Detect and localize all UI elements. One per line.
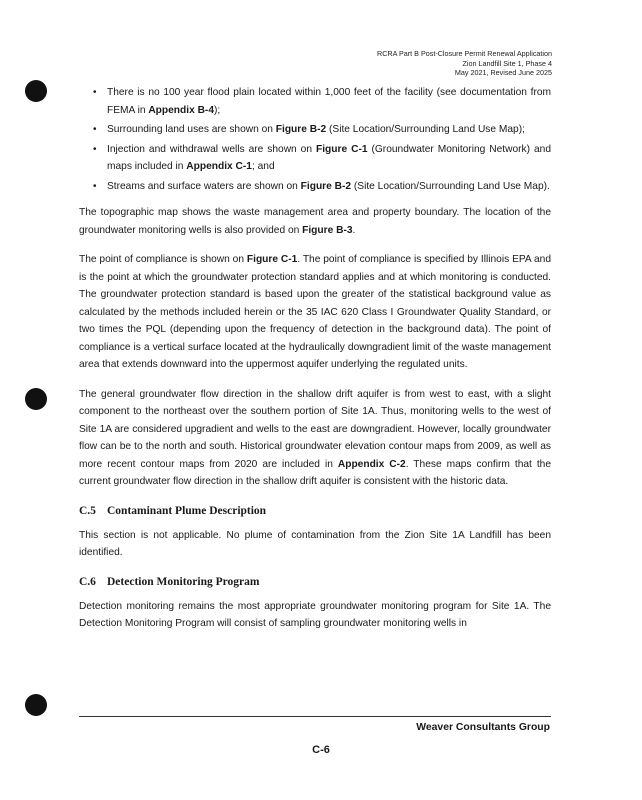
paragraph-reference: Figure C-1 (246, 254, 298, 265)
binder-hole-top (25, 80, 47, 102)
bullet-text: (Site Location/Surrounding Land Use Map). (351, 180, 550, 192)
section-title: Contaminant Plume Description (107, 504, 267, 517)
paragraph-groundwater-flow (79, 386, 551, 491)
header-line-2: Zion Landfill Site 1, Phase 4 (462, 58, 552, 68)
paragraph-text: The point of compliance is shown on (79, 254, 247, 265)
bullet-text: Surrounding land uses are shown on (107, 124, 276, 135)
paragraph-detection-monitoring: Detection monitoring remains the most appropriate groundwater monitoring program for Site 1A. The Detection Monitoring Program will consist of sampling groundwater monitoring wells in (79, 600, 551, 629)
section-number: C.5 (79, 504, 96, 517)
paragraph-contaminant-plume: This section is not applicable. No plume of contamination from the Zion Site 1A Landfill has been identified. (79, 529, 551, 558)
paragraph-text: . (352, 224, 356, 236)
bullet-text: ); (214, 104, 221, 116)
section-heading-c5 (79, 503, 551, 520)
bullet-text: (Site Location/Surrounding Land Use Map); (326, 124, 525, 135)
paragraph-text: The general groundwater flow direction in the shallow drift aquifer is from west to east, with a slight component to the northeast over the southern portion of Site 1A. Thus, monitoring wells to the west of Site 1A are considered upgradient and wells to the east are downgradient. However, locally groundwater flow can be to the north and south. Historical groundwater elevation contour maps from 2009, as well as more recent contour maps from 2020 are included in (79, 388, 551, 470)
bullet-reference: Appendix C-1 (186, 161, 252, 172)
bullet-reference: Figure B-2 (275, 124, 327, 135)
running-header (377, 49, 552, 78)
bullet-item-wells (107, 141, 551, 176)
bullet-text: Injection and withdrawal wells are shown on (107, 143, 316, 155)
section-heading-c6 (79, 574, 551, 591)
paragraph-reference: Figure B-3 (302, 224, 353, 236)
binder-hole-middle (25, 388, 47, 410)
paragraph-reference: Appendix C-2 (337, 458, 406, 470)
header-line-3: May 2021, Revised June 2025 (454, 68, 552, 78)
section-title: Detection Monitoring Program (107, 575, 260, 588)
bullet-reference: Figure B-2 (300, 180, 352, 192)
page-number: C-6 (312, 744, 330, 756)
bullet-item-flood-plain (107, 84, 551, 119)
header-line-1: RCRA Part B Post-Closure Permit Renewal Application (377, 49, 552, 58)
bullet-text: ; and (251, 161, 275, 172)
bullet-text: There is no 100 year flood plain located within 1,000 feet of the facility (see documentation from FEMA in (107, 87, 551, 116)
paragraph-topographic-map (79, 204, 551, 239)
footer-company: Weaver Consultants Group (416, 722, 550, 733)
bullet-item-land-uses (107, 121, 551, 139)
facility-info-bullet-list (79, 84, 551, 195)
bullet-reference: Figure C-1 (316, 143, 368, 155)
paragraph-text: The topographic map shows the waste management area and property boundary. The location of the groundwater monitoring wells is also provided on (79, 207, 551, 236)
bullet-item-streams (107, 178, 551, 196)
paragraph-text: . These maps confirm that the current groundwater flow direction in the shallow drift aquifer is consistent with the historic data. (79, 458, 552, 487)
paragraph-text: . The point of compliance is specified by Illinois EPA and is the point at which the groundwater protection standard applies and at which monitoring is conducted. The groundwater protection standard is based upon the greater of the statistical background value as calculated by the methods included herein or the 35 IAC 620 Class I Groundwater Quality Standard, or two times the PQL (depending upon the frequency of detection in the background data). The point of compliance is a vertical surface located at the hydraulically downgradient limit of the waste management area that extends downward into the uppermost aquifer underlying the regulated units. (79, 254, 551, 370)
paragraph-point-of-compliance (79, 251, 551, 374)
bullet-text: (Groundwater Monitoring Network) and maps included in (107, 143, 551, 172)
binder-hole-bottom (25, 694, 47, 716)
section-number: C.6 (79, 575, 96, 588)
document-body (79, 84, 551, 645)
footer-divider (79, 716, 551, 717)
bullet-text: Streams and surface waters are shown on (107, 180, 301, 192)
bullet-reference: Appendix B-4 (148, 104, 214, 116)
